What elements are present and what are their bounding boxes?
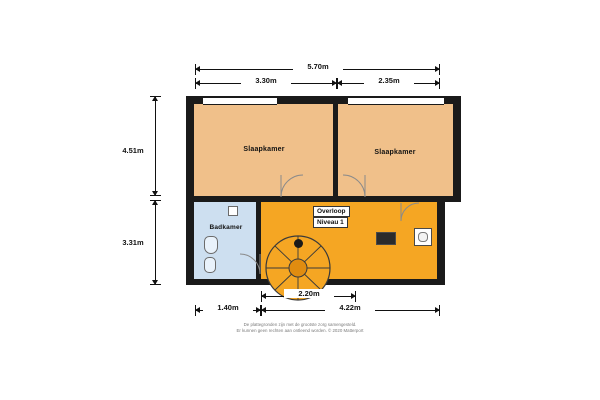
dimension-bottom-inner (261, 289, 356, 303)
dimension-top-left-label: 3.30m (241, 76, 291, 85)
room-bedroom-right-label: Slaapkamer (374, 149, 416, 156)
bathtub-icon (228, 206, 238, 216)
dimension-top-right (337, 76, 440, 90)
wall-left-lower (186, 200, 194, 285)
footer-disclaimer (0, 322, 600, 334)
dimension-left-upper (148, 96, 162, 196)
wall-right-lower (437, 200, 445, 285)
dimension-bottom-right-label: 4.22m (325, 303, 375, 312)
appliance-icon (376, 232, 396, 245)
dimension-top-right-label: 2.35m (364, 76, 414, 85)
dimension-bottom-inner-label: 2.20m (284, 289, 334, 298)
dimension-left-lower-label: 3.31m (116, 238, 150, 247)
room-bedroom-left-label: Slaapkamer (243, 146, 285, 153)
door-bedroom-right (343, 175, 367, 199)
sink-icon (204, 236, 218, 254)
door-bathroom (240, 254, 262, 276)
dimension-top-overall (195, 62, 440, 76)
footer-line-2: Er kunnen geen rechten aan ontleend worden. © 2020 Matterport (236, 328, 364, 333)
dimension-bottom-left-label: 1.40m (203, 303, 253, 312)
badge-overloop: Overloop (313, 206, 350, 217)
footer-line-1: De plattegronden zijn met de grootste zorg samengesteld. (243, 322, 357, 327)
toilet-icon (204, 257, 216, 273)
wall-left-upper (186, 96, 194, 200)
dimension-left-upper-label: 4.51m (116, 146, 150, 155)
window-bedroom-left (203, 97, 277, 105)
wall-right-upper (453, 96, 461, 200)
dimension-left-lower (148, 200, 162, 285)
door-bedroom-left (281, 175, 305, 199)
dimension-bottom-left (195, 303, 261, 317)
badge-niveau: Niveau 1 (313, 217, 348, 228)
door-landing-right (401, 203, 421, 223)
dimension-top-left (195, 76, 337, 90)
dimension-bottom-right (261, 303, 440, 317)
dimension-top-overall-label: 5.70m (293, 62, 343, 71)
window-bedroom-right (348, 97, 444, 105)
cabinet-detail-icon (418, 232, 428, 242)
room-bathroom-label: Badkamer (209, 224, 243, 231)
stair-newel-icon (294, 239, 303, 248)
